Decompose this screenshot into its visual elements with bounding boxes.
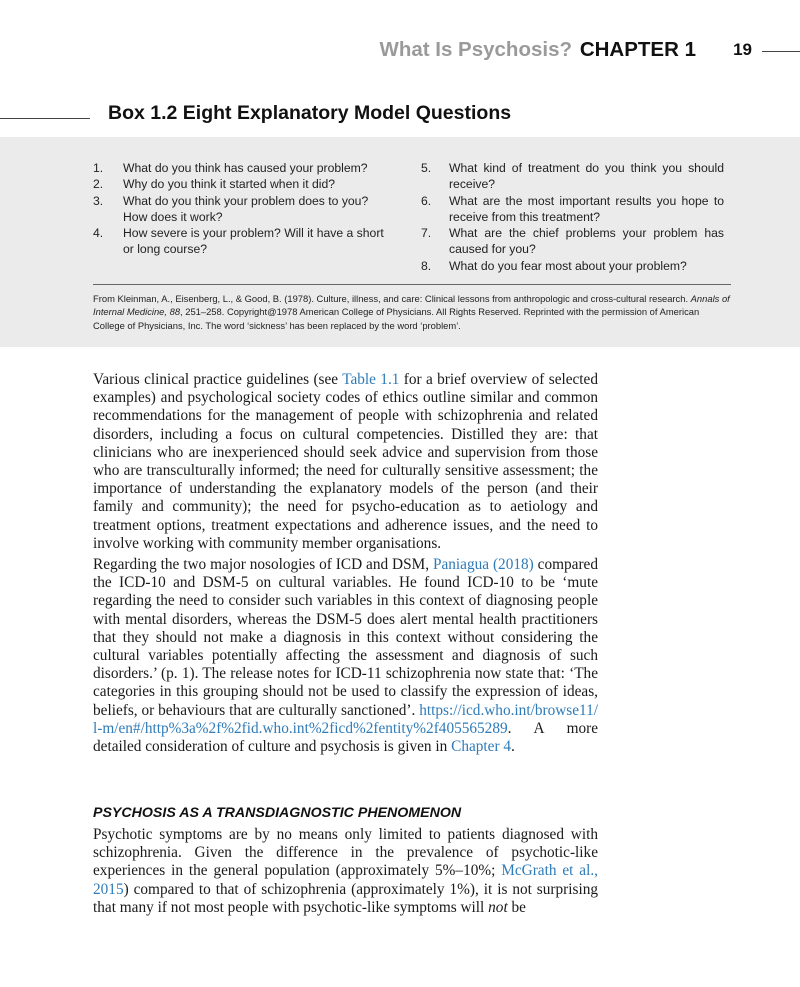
question-text: What kind of treatment do you think you should receive?	[449, 161, 724, 192]
citation-link[interactable]: McGrath et al., 2015	[93, 862, 598, 898]
header-rule	[762, 51, 800, 52]
paragraph-text: Psychotic symptoms are by no means only limited to patients diagnosed with schizophrenia. Given the difference in the prevalence of psychotic-like experiences in the general population (approximately 5%–10%;	[93, 826, 598, 880]
paragraph-text: ) compared to that of schizophrenia (approximately 1%), it is not surprising that many if not most people with psychotic-like symptoms will	[93, 880, 598, 916]
question-number: 5.	[421, 161, 432, 175]
question-number: 3.	[93, 193, 104, 208]
chapter-label: CHAPTER 1	[579, 38, 696, 61]
chapter-link[interactable]: Chapter 4	[451, 738, 512, 756]
page-number: 19	[733, 40, 752, 59]
paragraph-text: Various clinical practice guidelines (see	[93, 371, 343, 388]
question-number: 1.	[93, 161, 104, 175]
body-paragraph	[93, 826, 598, 917]
question-text: How severe is your problem? Will it have a short or long course?	[123, 226, 384, 257]
running-header	[0, 38, 800, 68]
question-text: Why do you think it started when it did?	[123, 177, 336, 192]
emphasis-text: not	[488, 898, 508, 916]
paragraph-text: Regarding the two major nosologies of ICD and DSM,	[93, 556, 433, 573]
table-link[interactable]: Table 1.1	[342, 371, 400, 388]
box-source-rule	[93, 284, 731, 285]
body-paragraph	[93, 371, 598, 553]
question-number: 8.	[421, 258, 432, 273]
paragraph-text: . A more detailed consideration of culture and psychosis is given in	[93, 719, 598, 756]
icd-url-link[interactable]: https://icd.who.int/browse11/l-m/en#/http%3a%2f%2fid.who.int%2ficd%2fentity%2f405565289	[93, 701, 598, 737]
citation-link[interactable]: Paniagua (2018)	[432, 556, 534, 573]
section-heading: PSYCHOSIS AS A TRANSDIAGNOSTIC PHENOMENON	[93, 805, 462, 821]
question-number: 4.	[93, 226, 104, 241]
box-title-rule	[0, 118, 90, 119]
question-text: What are the chief problems your problem has caused for you?	[449, 226, 724, 257]
box-title: Box 1.2 Eight Explanatory Model Questions	[108, 102, 512, 124]
paragraph-text: .	[511, 738, 515, 756]
paragraph-text: for a brief overview of selected examples) and psychological society codes of ethics outline similar and common recommendations for the management of people with schizophrenia and related disorders, including a focus on cultural competencies. Distilled they are: that clinicians who are inexperienced should seek advice and supervision from those who are transculturally informed; the need for culturally sensitive assessment; the importance of understanding the explanatory models of the person (and their family and community); the need for psycho-education as to aetiology and treatment options, treatment expectations and adherence issues, and the need to involve working with community member organisations.	[93, 371, 598, 552]
question-text: What do you fear most about your problem?	[449, 258, 687, 273]
running-title: What Is Psychosis?	[379, 38, 572, 61]
paragraph-text: be	[507, 898, 526, 916]
question-number: 2.	[93, 177, 104, 192]
question-number: 7.	[421, 226, 432, 241]
source-text: , 251–258. Copyright@1978 American College of Physicians. All Rights Reserved. Reprinted with the permission of American College of Physicians, Inc. The word ‘sickness’ has been replaced by the word ‘problem’.	[93, 306, 700, 331]
question-text: What do you think your problem does to you? How does it work?	[123, 193, 369, 224]
question-text: What are the most important results you hope to receive from this treatment?	[449, 193, 724, 224]
source-journal: Annals of Internal Medicine, 88	[93, 293, 730, 318]
question-text: What do you think has caused your problem?	[123, 161, 368, 175]
question-number: 6.	[421, 193, 432, 208]
body-paragraph	[93, 556, 598, 756]
box-source-note	[93, 292, 733, 332]
paragraph-text: compared the ICD-10 and DSM-5 on cultural variables. He found ICD-10 to be ‘mute regarding the need to consider such variables in this context of diagnosing people with mental disorders, whereas the DSM-5 does alert mental health practitioners that they should not make a diagnosis in this context without considering the cultural variables potentially affecting the assessment and diagnosis of such disorders.’ (p. 1). The release notes for ICD-11 schizophrenia now state that: ‘The categories in this grouping should not be used to classify the expression of ideas, beliefs, or behaviours that are culturally sanctioned’.	[93, 556, 598, 719]
source-text: From Kleinman, A., Eisenberg, L., & Good, B. (1978). Culture, illness, and care: Clinical lessons from anthropologic and cross-cultural research.	[93, 293, 691, 304]
